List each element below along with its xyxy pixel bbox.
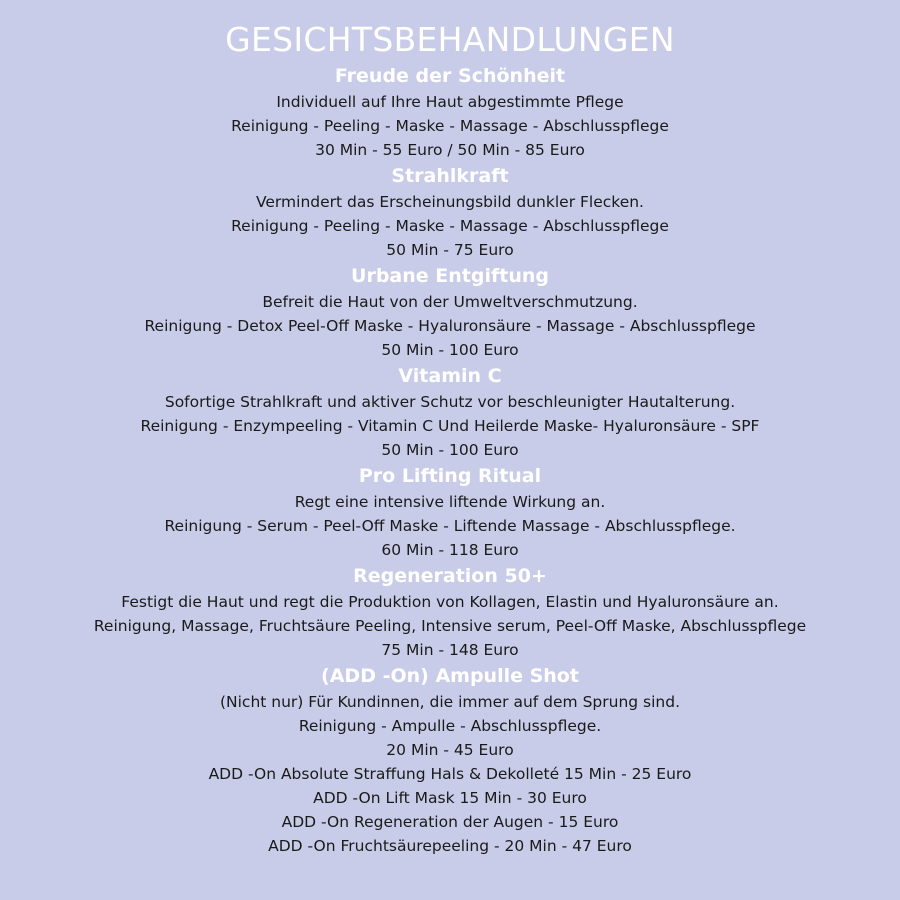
treatment-steps: Reinigung - Enzympeeling - Vitamin C Und Heilerde Maske- Hyaluronsäure - SPF xyxy=(140,417,760,435)
addon-item: ADD -On Absolute Straffung Hals & Dekolleté 15 Min - 25 Euro xyxy=(208,765,692,783)
treatment-description: Befreit die Haut von der Umweltverschmutzung. xyxy=(262,293,638,311)
treatment-steps: Reinigung - Serum - Peel-Off Maske - Liftende Massage - Abschlusspflege. xyxy=(164,517,736,535)
treatment-price: 60 Min - 118 Euro xyxy=(381,541,519,559)
treatment-steps: Reinigung - Peeling - Maske - Massage - Abschlusspflege xyxy=(231,217,669,235)
treatment-steps: Reinigung - Peeling - Maske - Massage - Abschlusspflege xyxy=(231,117,669,135)
treatment-description: Regt eine intensive liftende Wirkung an. xyxy=(294,493,606,511)
treatment-title: Vitamin C xyxy=(398,365,502,387)
treatment-price: 50 Min - 100 Euro xyxy=(381,341,519,359)
treatment-title: Strahlkraft xyxy=(391,165,509,187)
treatment-title: (ADD -On) Ampulle Shot xyxy=(321,665,579,687)
addon-item: ADD -On Lift Mask 15 Min - 30 Euro xyxy=(313,789,587,807)
treatment-description: Vermindert das Erscheinungsbild dunkler Flecken. xyxy=(256,193,644,211)
treatment-title: Regeneration 50+ xyxy=(353,565,547,587)
treatment-price: 20 Min - 45 Euro xyxy=(386,741,514,759)
treatment-steps: Reinigung, Massage, Fruchtsäure Peeling, Intensive serum, Peel-Off Maske, Abschlusspflege xyxy=(93,617,807,635)
treatment-pro-lifting-ritual xyxy=(0,462,900,562)
treatment-description: Individuell auf Ihre Haut abgestimmte Pflege xyxy=(276,93,624,111)
treatment-ampulle-shot xyxy=(0,662,900,762)
treatment-price: 75 Min - 148 Euro xyxy=(381,641,519,659)
addon-item: ADD -On Regeneration der Augen - 15 Euro xyxy=(281,813,619,831)
treatment-title: Pro Lifting Ritual xyxy=(358,465,542,487)
addon-list xyxy=(0,762,900,858)
treatment-description: Festigt die Haut und regt die Produktion von Kollagen, Elastin und Hyaluronsäure an. xyxy=(121,593,779,611)
treatment-description: Sofortige Strahlkraft und aktiver Schutz vor beschleunigter Hautalterung. xyxy=(164,393,736,411)
treatment-strahlkraft xyxy=(0,162,900,262)
treatment-price: 30 Min - 55 Euro / 50 Min - 85 Euro xyxy=(315,141,585,159)
page-title: GESICHTSBEHANDLUNGEN xyxy=(225,20,675,59)
treatment-regeneration-50-plus xyxy=(0,562,900,662)
treatment-steps: Reinigung - Detox Peel-Off Maske - Hyaluronsäure - Massage - Abschlusspflege xyxy=(144,317,756,335)
treatment-description: (Nicht nur) Für Kundinnen, die immer auf dem Sprung sind. xyxy=(219,693,681,711)
treatment-title: Freude der Schönheit xyxy=(334,65,566,87)
treatment-price: 50 Min - 100 Euro xyxy=(381,441,519,459)
treatment-freude-der-schoenheit xyxy=(0,62,900,162)
treatment-urbane-entgiftung xyxy=(0,262,900,362)
addon-item: ADD -On Fruchtsäurepeeling - 20 Min - 47 Euro xyxy=(268,837,632,855)
treatment-steps: Reinigung - Ampulle - Abschlusspflege. xyxy=(298,717,602,735)
treatment-vitamin-c xyxy=(0,362,900,462)
treatment-title: Urbane Entgiftung xyxy=(351,265,549,287)
treatment-price: 50 Min - 75 Euro xyxy=(386,241,514,259)
